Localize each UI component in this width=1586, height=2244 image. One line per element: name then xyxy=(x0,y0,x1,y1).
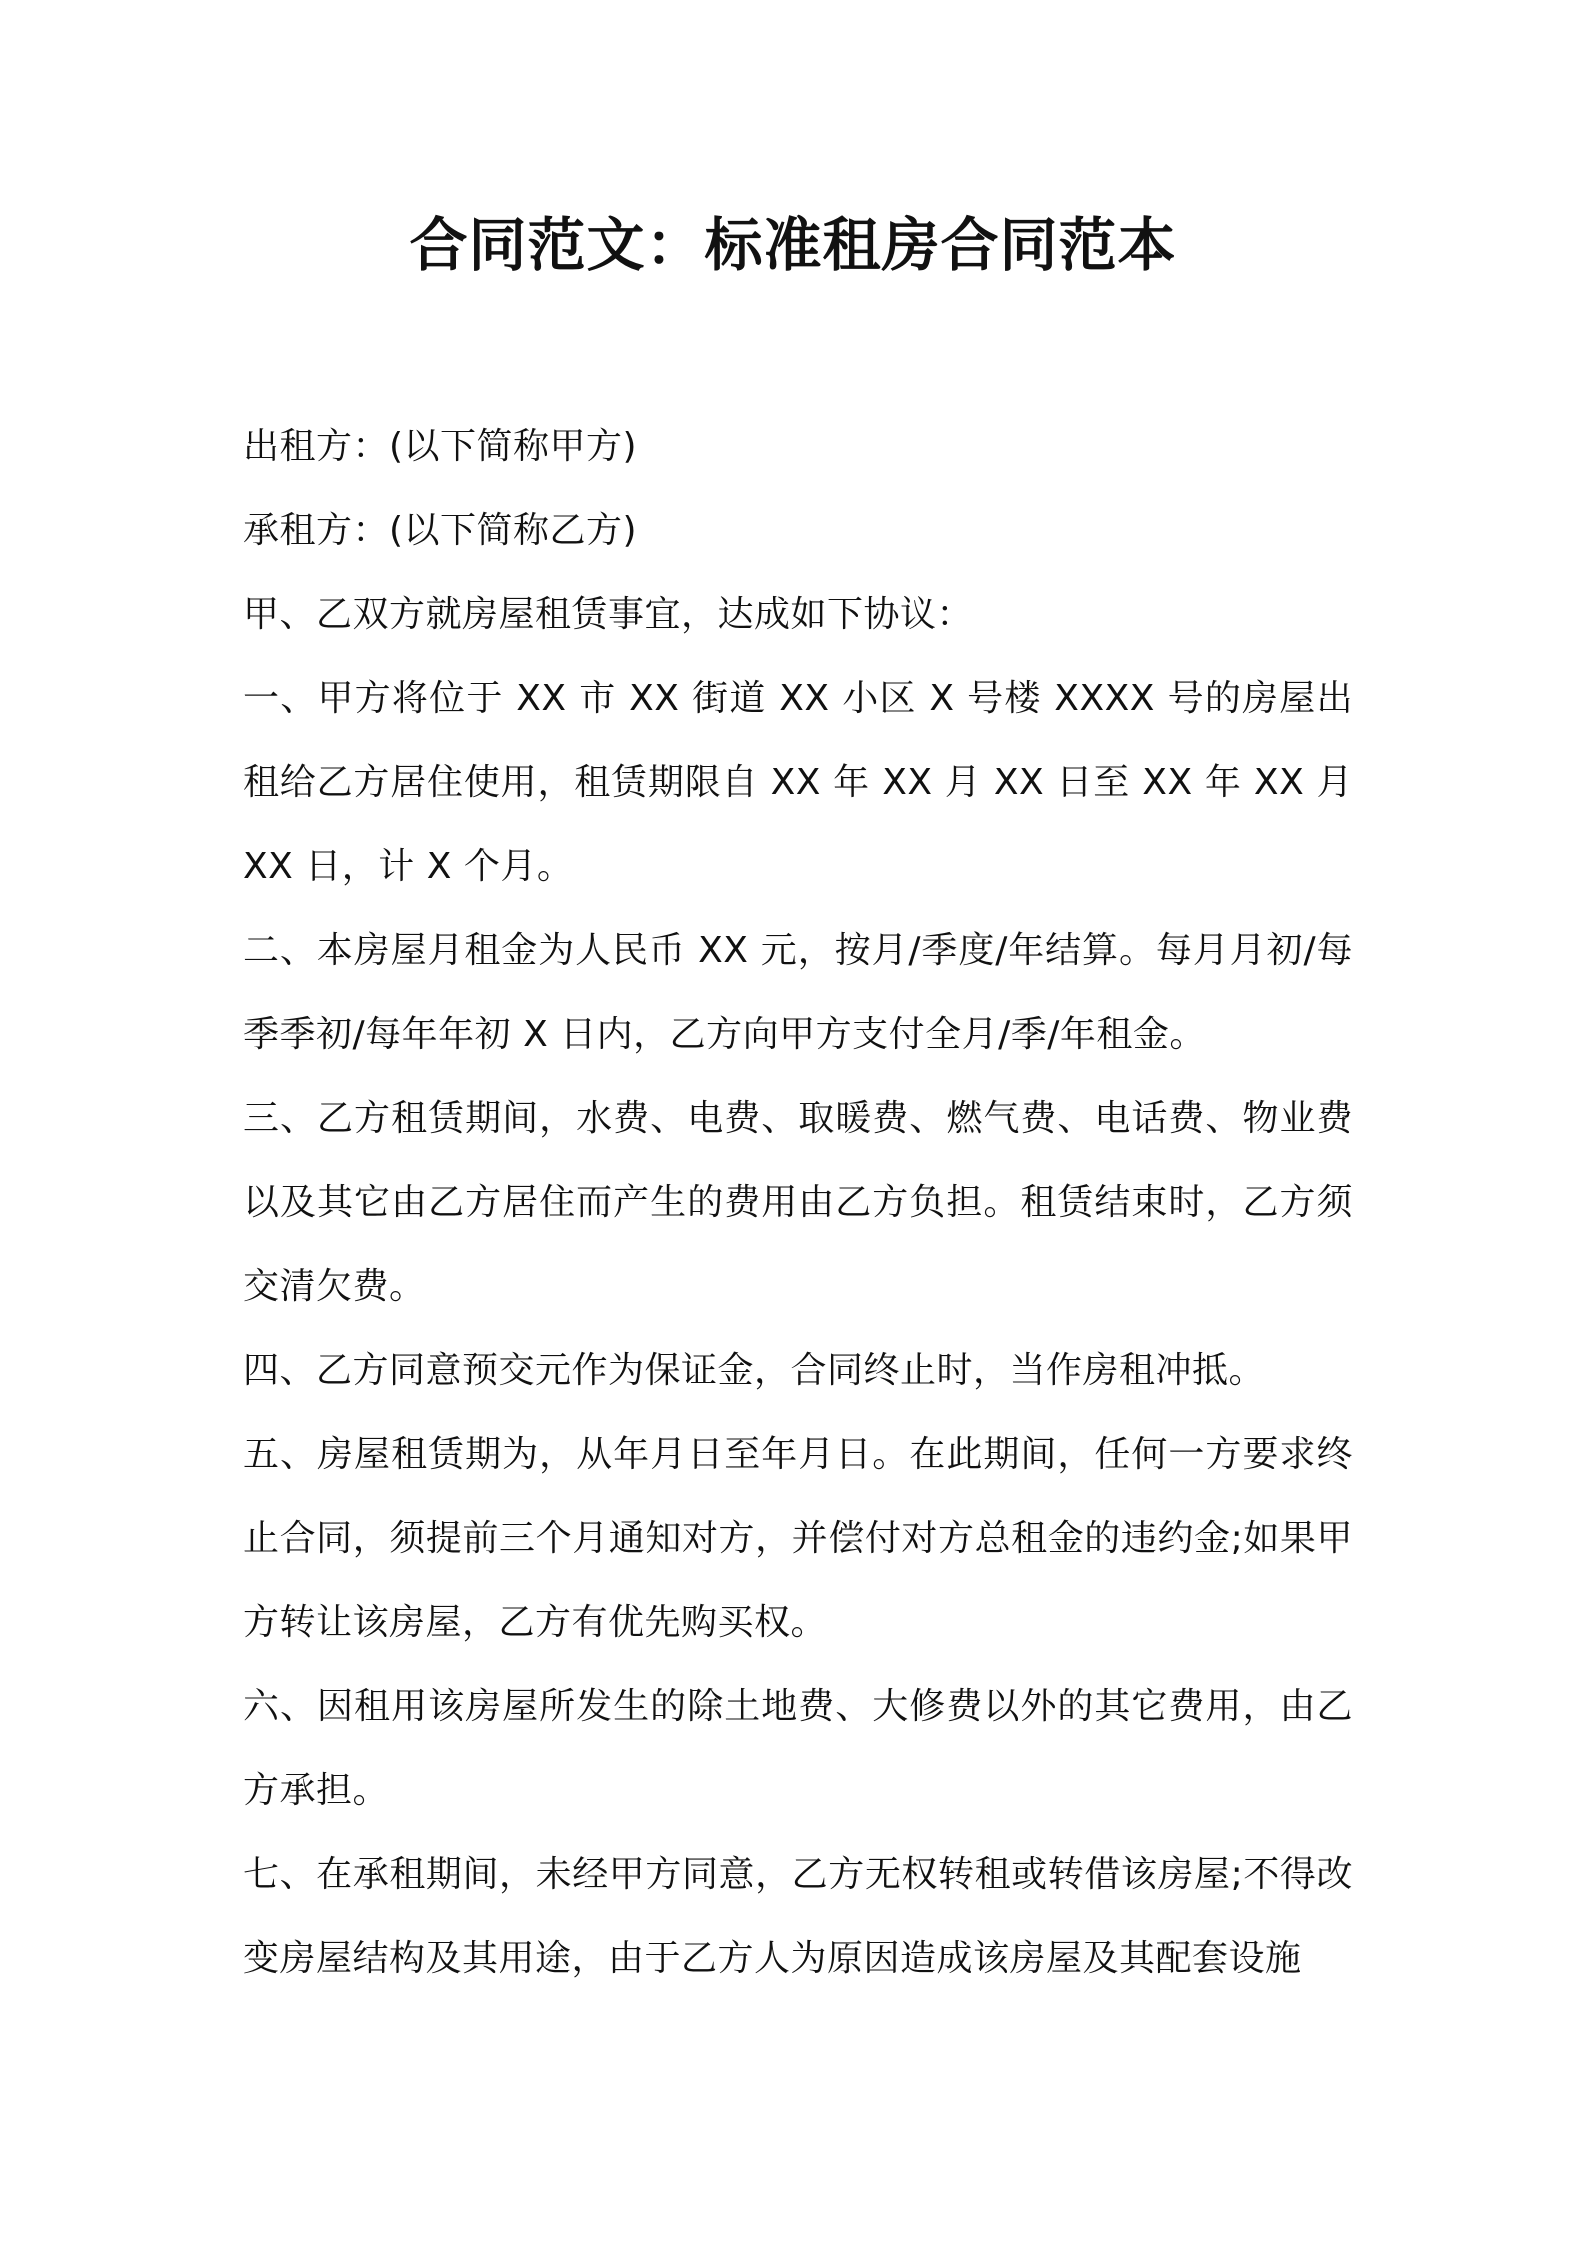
document-title: 合同范文：标准租房合同范本 xyxy=(409,211,1177,279)
paragraph-clause-4: 四、乙方同意预交元作为保证金，合同终止时，当作房租冲抵。 xyxy=(243,1350,1266,1391)
document-body xyxy=(243,405,1353,2001)
paragraph-lessor: 出租方：(以下简称甲方) xyxy=(243,426,638,467)
paragraph-lessee: 承租方：(以下简称乙方) xyxy=(243,510,638,551)
paragraph-clause-7: 七、在承租期间，未经甲方同意，乙方无权转租或转借该房屋;不得改变房屋结构及其用途，由于乙方人为原因造成该房屋及其配套设施 xyxy=(243,1854,1353,1979)
paragraph-clause-2: 二、本房屋月租金为人民币 XX 元，按月/季度/年结算。每月月初/每季季初/每年年初 X 日内，乙方向甲方支付全月/季/年租金。 xyxy=(243,930,1353,1055)
paragraph-clause-6: 六、因租用该房屋所发生的除土地费、大修费以外的其它费用，由乙方承担。 xyxy=(243,1686,1353,1811)
paragraph-clause-3: 三、乙方租赁期间，水费、电费、取暖费、燃气费、电话费、物业费以及其它由乙方居住而产生的费用由乙方负担。租赁结束时，乙方须交清欠费。 xyxy=(243,1098,1353,1307)
paragraph-clause-5: 五、房屋租赁期为，从年月日至年月日。在此期间，任何一方要求终止合同，须提前三个月通知对方，并偿付对方总租金的违约金;如果甲方转让该房屋，乙方有优先购买权。 xyxy=(243,1434,1353,1643)
paragraph-agreement-intro: 甲、乙双方就房屋租赁事宜，达成如下协议： xyxy=(243,594,974,635)
paragraph-clause-1: 一、甲方将位于 XX 市 XX 街道 XX 小区 X 号楼 XXXX 号的房屋出租给乙方居住使用，租赁期限自 XX 年 XX 月 XX 日至 XX 年 XX 月 XX 日，计 X 个月。 xyxy=(243,678,1353,887)
